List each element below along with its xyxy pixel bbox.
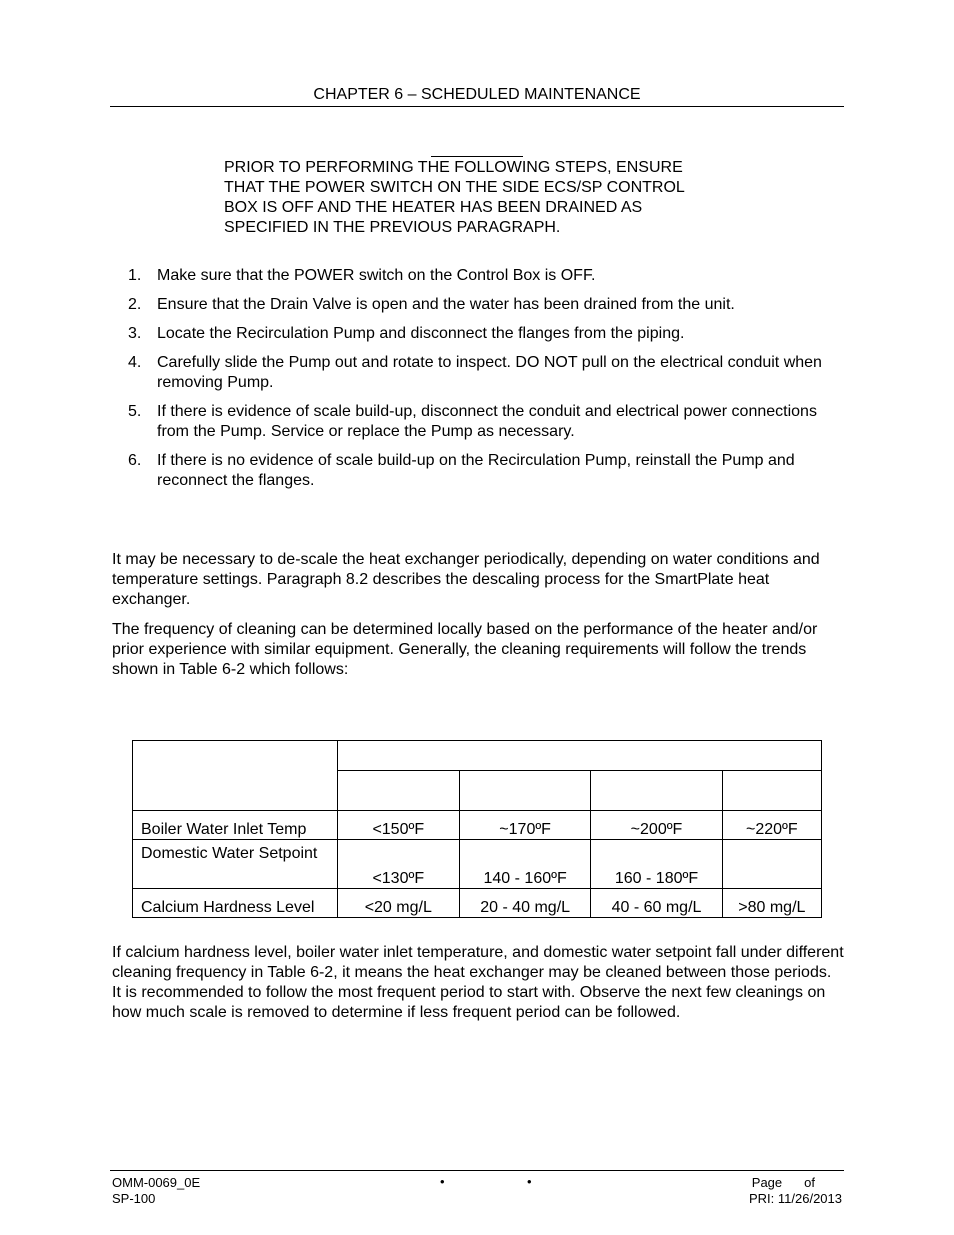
footer-right: [700, 1175, 842, 1207]
step-item: [110, 353, 844, 393]
step-text: Carefully slide the Pump out and rotate to inspect. DO NOT pull on the electrical conduit when removing Pump.: [157, 354, 822, 391]
footer-bullet: •: [440, 1174, 445, 1189]
step-number: 1.: [128, 267, 142, 284]
step-text: Locate the Recirculation Pump and disconnect the flanges from the piping.: [157, 325, 685, 342]
step-item: [110, 266, 844, 286]
table-header-row: [133, 741, 822, 771]
step-text: If there is evidence of scale build-up, disconnect the conduit and electrical power connections from the Pump. Service or replace the Pump as necessary.: [157, 403, 817, 440]
table-row: [133, 840, 822, 889]
table-cell: 160 - 180ºF: [591, 840, 722, 889]
table-cell: ~220ºF: [722, 811, 821, 840]
procedure-steps: [110, 266, 844, 500]
table-cell: <150ºF: [337, 811, 459, 840]
footer-pri-date: PRI: 11/26/2013: [749, 1191, 842, 1206]
caution-line: BOX IS OFF AND THE HEATER HAS BEEN DRAINED AS: [224, 199, 643, 216]
table-row-label: [133, 840, 338, 889]
footer-page-label: Page: [751, 1175, 783, 1190]
caution-line: PRIOR TO PERFORMING THE FOLLOWING STEPS, ENSURE: [224, 159, 683, 176]
cleaning-frequency-table: [132, 740, 822, 918]
table-row: [133, 811, 822, 840]
table-row: [133, 889, 822, 918]
table-subheader-cell: [337, 771, 459, 811]
table-row-label: Calcium Hardness Level: [133, 889, 338, 918]
descale-paragraph: It may be necessary to de-scale the heat exchanger periodically, depending on water conditions and temperature settings. Paragraph 8.2 describes the descaling process for the SmartPlate heat exchanger.: [112, 551, 820, 608]
caution-notice: [224, 158, 744, 238]
caution-line: SPECIFIED IN THE PREVIOUS PARAGRAPH.: [224, 219, 561, 236]
table-cell: 20 - 40 mg/L: [459, 889, 590, 918]
step-item: [110, 324, 844, 344]
step-number: 2.: [128, 296, 142, 313]
table-subheader-cell: [591, 771, 722, 811]
page-header-title: CHAPTER 6 – SCHEDULED MAINTENANCE: [313, 86, 641, 103]
footer-left: [112, 1175, 200, 1207]
step-number: 5.: [128, 403, 142, 420]
table-subheader-cell: [722, 771, 821, 811]
step-number: 6.: [128, 452, 142, 469]
step-number: 3.: [128, 325, 142, 342]
table-cell: >80 mg/L: [722, 889, 821, 918]
footer-doc-id: OMM-0069_0E: [112, 1175, 201, 1190]
step-item: [110, 451, 844, 491]
table-subheader-cell: [459, 771, 590, 811]
table-cell: [722, 840, 821, 889]
table-corner-cell: [133, 741, 338, 811]
caution-line: THAT THE POWER SWITCH ON THE SIDE ECS/SP CONTROL: [224, 179, 685, 196]
table-group-header-cell: [337, 741, 821, 771]
step-item: [110, 402, 844, 442]
footer-model: SP-100: [112, 1191, 156, 1206]
footer-of-label: of: [804, 1175, 815, 1190]
frequency-paragraph: The frequency of cleaning can be determined locally based on the performance of the heater and/or prior experience with similar equipment. Generally, the cleaning requirements will follow the trends shown in Table 6-2 which follows:: [112, 621, 818, 678]
table-row-label: Boiler Water Inlet Temp: [133, 811, 338, 840]
table-cell: ~170ºF: [459, 811, 590, 840]
header-divider: [110, 106, 844, 107]
table-cell: 40 - 60 mg/L: [591, 889, 722, 918]
caution-heading-rule: [431, 156, 523, 157]
step-text: Ensure that the Drain Valve is open and the water has been drained from the unit.: [157, 296, 735, 313]
step-text: If there is no evidence of scale build-up on the Recirculation Pump, reinstall the Pump and reconnect the flanges.: [157, 452, 795, 489]
table-cell: 140 - 160ºF: [459, 840, 590, 889]
mixed-conditions-paragraph: If calcium hardness level, boiler water inlet temperature, and domestic water setpoint fall under different cleaning frequency in Table 6-2, it means the heat exchanger may be cleaned between those periods. It is recommended to follow the most frequent period to start with. Observe the next few cleanings on how much scale is removed to determine if less frequent period can be followed.: [112, 944, 844, 1021]
step-item: [110, 295, 844, 315]
footer-divider: [110, 1170, 844, 1171]
step-number: 4.: [128, 354, 142, 371]
step-text: Make sure that the POWER switch on the Control Box is OFF.: [157, 267, 596, 284]
footer-bullet: •: [527, 1174, 532, 1189]
table-cell: <20 mg/L: [337, 889, 459, 918]
table-cell: <130ºF: [337, 840, 459, 889]
footer-page-line: [700, 1175, 842, 1191]
table-cell: ~200ºF: [591, 811, 722, 840]
table-row-label-text: Domestic Water Setpoint: [141, 845, 318, 862]
